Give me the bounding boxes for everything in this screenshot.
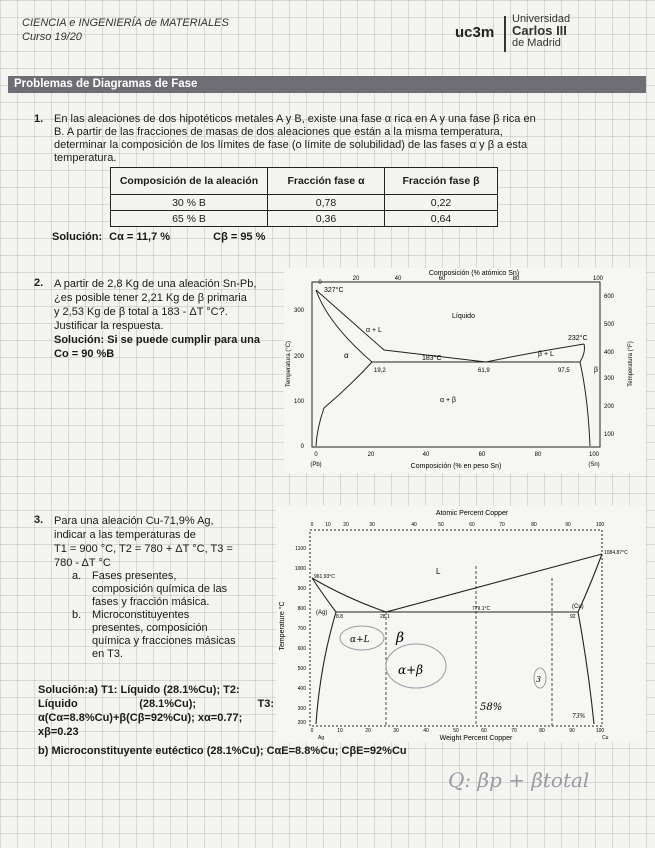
section-banner: Problemas de Diagramas de Fase [8,76,646,93]
left-tick: 300 [297,706,306,712]
left-axis-title: Temperature °C [279,601,286,651]
right-tick: 500 [604,322,615,328]
bottom-tick: 30 [393,728,399,734]
problem-2-line: A partir de 2,8 Kg de una aleación Sn-Pb, [54,278,257,290]
item-b-line: presentes, composición [92,622,208,634]
agcu-phase-diagram [276,506,646,742]
top-tick: 0 [310,522,314,528]
top-tick: 50 [438,522,444,528]
left-tick: 0 [300,444,304,450]
table-cell: 30 % B [111,195,268,211]
handwritten-alpha-liquid: α+L [350,635,370,645]
problem-1-line: determinar la composición de los límites de fase (o límite de solubilidad) de las fases α y β a esta [54,139,528,151]
label-cu-phase: (Cu) [572,604,584,610]
bottom-axis-title: Weight Percent Copper [439,735,513,742]
label-alpha-beta: α + β [440,397,457,404]
bottom-tick: 10 [337,728,343,734]
problem-3-solution-b: b) Microconstituyente eutéctico (28.1%Cu); CαE=8.8%Cu; CβE=92%Cu [38,745,407,757]
left-tick: 500 [297,666,306,672]
plot-frame [312,282,600,447]
label-comp-eutectic: 61,9 [478,368,490,374]
top-axis-title: Composición (% atómico Sn) [428,270,520,277]
solution-c-beta: Cβ = 95 % [213,231,266,243]
problem-2-number: 2. [34,277,44,289]
table-cell: 0,78 [268,195,385,211]
bottom-tick: 80 [539,728,545,734]
label-pb-melt: 327°C [324,287,344,294]
table-header: Composición de la aleación [111,168,268,195]
bottom-tick: 100 [588,452,600,458]
solution-label: Solución: [52,231,103,243]
top-tick: 60 [469,522,475,528]
table-row [111,195,498,211]
item-a-line: fases y fracción másica. [92,596,210,608]
problem-1-line: B. A partir de las fracciones de masas de dos aleaciones que están a la misma temperatura, [54,126,503,138]
top-tick: 80 [512,276,520,282]
problem-2-line: ¿es posible tener 2,21 Kg de β primaria [54,292,247,304]
alpha-solvus [312,578,336,724]
label-cu-melt: 1084.87°C [604,550,628,556]
left-tick: 300 [293,308,304,314]
problem-3-line: 780 - ΔT °C [54,557,111,569]
bottom-axis-title: Composición (% en peso Sn) [410,463,502,470]
label-liquid: L [436,567,441,576]
label-ag-end: Ag [318,735,325,741]
logo-divider [504,16,506,52]
solution-c-alpha: Cα = 11,7 % [109,231,171,243]
right-axis-title: Temperatura (°F) [628,341,634,387]
solidus-alpha [316,290,372,446]
left-tick: 900 [297,586,306,592]
fractions-table [110,167,498,227]
bottom-tick: 40 [422,452,430,458]
label-beta-liquid: β + L [538,351,554,358]
right-tick: 300 [604,376,615,382]
bottom-tick: 40 [423,728,429,734]
top-tick: 0 [318,280,322,286]
label-alpha-liquid: α + L [366,327,382,334]
problem-1-number: 1. [34,113,44,125]
top-tick: 30 [369,522,375,528]
solution-part: (28.1%Cu); [139,698,197,710]
table-header-row [111,168,498,195]
bottom-tick: 0 [310,728,314,734]
university-logo [455,12,645,54]
logo-university-name [512,14,570,49]
problem-1-line: En las aleaciones de dos hipotéticos metales A y B, existe una fase α rica en A y una fase β rica en [54,113,536,125]
table-cell: 0,36 [268,211,385,227]
item-b-line: Microconstituyentes [92,609,190,621]
label-alpha: α [344,351,349,360]
table-header: Fracción fase β [385,168,498,195]
handwritten-beta: β [396,630,405,646]
top-tick: 70 [499,522,505,528]
handwritten-alpha-beta: α+β [398,663,424,677]
problem-1-solution [52,231,265,243]
bottom-left-label: (Pb) [310,462,322,468]
bottom-tick: 0 [314,452,318,458]
label-comp-beta: 97,5 [558,368,570,374]
left-tick: 800 [297,606,306,612]
item-a [72,570,272,609]
left-tick: 600 [297,646,306,652]
top-axis-title: Atomic Percent Copper [435,510,509,517]
bottom-tick: 60 [478,452,486,458]
handwritten-3: 3 [536,675,542,684]
item-b [72,609,272,661]
bottom-tick: 50 [453,728,459,734]
problem-2-line: Justificar la respuesta. [54,320,164,332]
left-axis-title: Temperatura (°C) [286,340,292,388]
left-tick: 200 [297,720,306,726]
bottom-tick: 70 [511,728,517,734]
label-sn-melt: 232°C [568,335,588,342]
right-tick: 400 [604,350,615,356]
top-tick: 20 [343,522,349,528]
item-a-label: a. [72,570,82,582]
left-tick: 100 [293,399,304,405]
problem-3-line: Para una aleación Cu-71,9% Ag, [54,515,214,527]
top-tick: 40 [394,276,402,282]
table-cell: 0,64 [385,211,498,227]
top-tick: 40 [411,522,417,528]
solution-line: α(Cα=8.8%Cu)+β(Cβ=92%Cu); xα=0.77; [38,712,243,724]
left-tick: 1100 [295,546,306,552]
top-tick: 10 [325,522,331,528]
bottom-tick: 60 [481,728,487,734]
solution-part: T3: [257,698,274,710]
label-comp-eutectic: 28.1 [380,614,390,620]
problem-3-number: 3. [34,514,44,526]
course-year: Curso 19/20 [22,31,82,43]
logo-uc3m: uc3m [455,24,495,41]
top-tick: 90 [565,522,571,528]
logo-line-3: de Madrid [512,37,561,49]
left-tick: 1000 [294,566,306,572]
right-tick: 600 [604,294,615,300]
top-tick: 80 [531,522,537,528]
problem-3-line: indicar a las temperaturas de [54,529,196,541]
bottom-tick: 100 [595,728,605,734]
solution-part: Líquido [38,698,78,710]
label-beta: β [594,367,599,374]
label-comp-beta: 92 [570,614,576,620]
liquidus-beta [486,344,584,362]
problem-1-statement [54,113,644,165]
label-eutectic-temp: 779.1°C [472,606,491,612]
label-ag-melt: 961.93°C [314,574,335,580]
item-b-line: química y fracciones másicas [92,635,236,647]
right-tick: 100 [604,432,615,438]
problem-2-solution: Solución: Si se puede cumplir para una [54,334,260,346]
logo-line-2: Carlos III [512,23,567,38]
label-eutectic-temp: 183°C [422,355,442,362]
bottom-tick: 20 [367,452,375,458]
handwritten-73-percent: 73% [572,713,586,720]
item-b-line: en T3. [92,648,123,660]
label-comp-alpha: 19,2 [374,368,386,374]
pbsn-phase-diagram [284,268,646,473]
bottom-tick: 90 [569,728,575,734]
left-tick: 700 [297,626,306,632]
plot-frame [310,530,602,726]
problem-3-line: T1 = 900 °C, T2 = 780 + ΔT °C, T3 = [54,543,233,555]
bottom-right-label: (Sn) [588,462,600,468]
label-ag-phase: (Ag) [316,610,328,616]
liquidus-alpha [316,290,486,362]
beta-solvus [578,554,602,724]
bottom-tick: 80 [534,452,542,458]
problem-3-items [72,570,272,661]
table-header: Fracción fase α [268,168,385,195]
top-tick: 20 [352,276,360,282]
problem-2-statement [54,277,280,361]
top-tick: 100 [595,522,605,528]
solution-line: Solución:a) T1: Líquido (28.1%Cu); T2: [38,684,240,696]
item-b-label: b. [72,609,82,621]
table-row [111,211,498,227]
label-comp-alpha: 8.8 [336,614,343,620]
solution-line: xβ=0.23 [38,726,79,738]
problem-3-statement [54,514,272,570]
right-tick: 200 [604,404,615,410]
solidus-beta [580,344,590,446]
problem-3-solution [38,683,274,739]
handwritten-58-percent: 58% [480,702,503,713]
problem-2-line: y 2,53 Kg de β total a 183 - ΔT °C?. [54,306,228,318]
solution-line [38,697,274,711]
table-cell: 65 % B [111,211,268,227]
left-tick: 200 [293,354,304,360]
top-tick: 60 [438,276,446,282]
problem-2-solution-value: Co = 90 %B [54,348,115,360]
table-cell: 0,22 [385,195,498,211]
item-a-line: Fases presentes, [92,570,177,582]
footer-handwritten-note: Q: βp + βtotal [448,768,590,792]
bottom-tick: 20 [365,728,371,734]
label-cu-end: Cu [602,735,609,741]
problem-1-line: temperatura. [54,152,117,164]
top-tick: 100 [592,276,604,282]
item-a-line: composición química de las [92,583,228,595]
left-tick: 400 [297,686,306,692]
liquidus [312,554,602,612]
course-header [22,16,229,44]
course-title: CIENCIA e INGENIERÍA de MATERIALES [22,17,229,29]
label-liquid: Líquido [452,313,475,320]
logo-line-1: Universidad [512,13,571,25]
